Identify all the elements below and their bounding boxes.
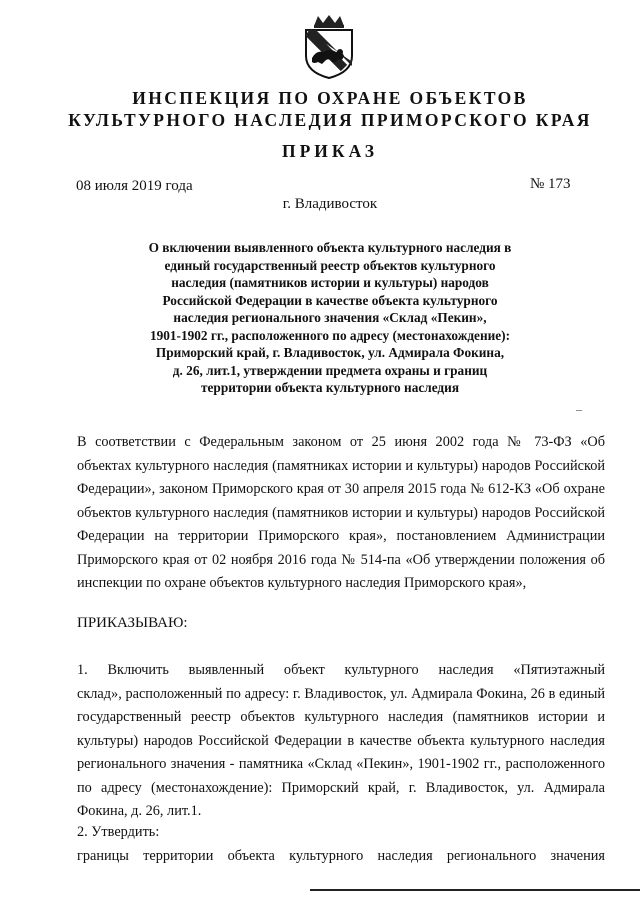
paragraph-line: 1. Включить выявленный объект культурного наследия «Пятиэтажный (77, 662, 605, 678)
paragraph-line: Федерации на территории Приморского края», постановлением Администрации (77, 528, 605, 544)
subject-line: единый государственный реестр объектов культурного (164, 257, 496, 273)
subject-line: Приморский край, г. Владивосток, ул. Адмирала Фокина, (155, 345, 505, 360)
order-directive-word: ПРИКАЗЫВАЮ: (77, 615, 188, 631)
subject-line: 1901-1902 гг., расположенного по адресу (местонахождение): (149, 327, 511, 343)
paragraph-line: государственный реестр объектов культурного наследия (памятников истории и (77, 709, 605, 725)
subject-line: д. 26, лит.1, утверждении предмета охраны и границ (172, 362, 488, 378)
subject-line: О включении выявленного объекта культурного наследия в (148, 240, 512, 255)
document-city: г. Владивосток (282, 196, 378, 212)
paragraph-line: Федерации», законом Приморского края от 30 апреля 2015 года № 612-КЗ «Об охране (77, 481, 605, 497)
document-date: 08 июля 2019 года (76, 178, 193, 194)
document-number: № 173 (530, 176, 571, 192)
paragraph-line: границы территории объекта культурного наследия регионального значения (77, 847, 605, 864)
primorsky-coat-of-arms-icon (300, 14, 358, 80)
scan-edge-line (310, 889, 640, 891)
paragraph-line: Фокина, д. 26, лит.1. (77, 803, 202, 819)
paragraph-line: культуры) народов Российской Федерации в качестве объекта культурного наследия (77, 732, 605, 749)
organization-name-line2: КУЛЬТУРНОГО НАСЛЕДИЯ ПРИМОРСКОГО КРАЯ (68, 110, 592, 130)
paragraph-line: Приморского края от 02 ноября 2016 года № 514-па «Об утверждении положения об (77, 551, 605, 568)
order-item-2 (77, 821, 605, 868)
paragraph-line: склад», расположенный по адресу: г. Владивосток, ул. Адмирала Фокина, 26 в единый (77, 685, 605, 702)
subject-line: территории объекта культурного наследия (200, 380, 460, 395)
subject-line: Российской Федерации в качестве объекта культурного (162, 292, 498, 308)
subject-line: наследия регионального значения «Склад «Пекин», (173, 310, 487, 325)
paragraph-line: по адресу (местонахождение): Приморский край, г. Владивосток, ул. Адмирала (77, 779, 605, 796)
paragraph-line: регионального значения - памятника «Склад «Пекин», 1901-1902 гг., расположенного (77, 756, 605, 772)
order-subject (140, 239, 520, 397)
document-type-title: ПРИКАЗ (281, 141, 379, 161)
order-item-1 (77, 659, 605, 824)
preamble-paragraph (77, 431, 605, 596)
paragraph-line: В соответствии с Федеральным законом от 25 июня 2002 года № 73-ФЗ «Об (77, 434, 605, 450)
paragraph-line: объектов культурного наследия (памятников истории и культуры) народов Российской (77, 504, 605, 521)
organization-name-line1: ИНСПЕКЦИЯ ПО ОХРАНЕ ОБЪЕКТОВ (132, 88, 528, 108)
paragraph-line: инспекции по охране объектов культурного наследия Приморского края», (77, 575, 527, 591)
paragraph-line: объектах культурного наследия (памятниках истории и культуры) народов Российской (77, 457, 605, 474)
subject-line: наследия (памятников истории и культуры) народов (171, 275, 489, 290)
paragraph-line: 2. Утвердить: (77, 824, 160, 840)
margin-mark: _ (576, 398, 582, 412)
